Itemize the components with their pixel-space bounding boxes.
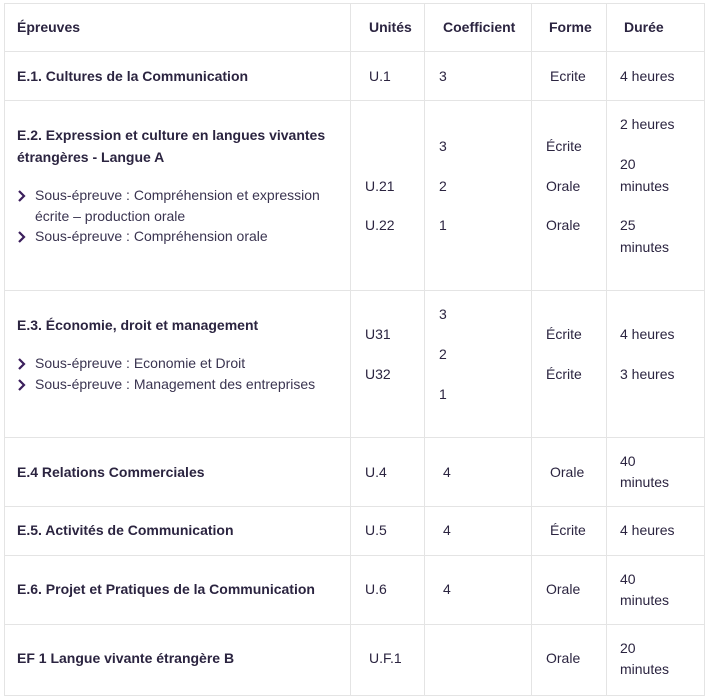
epreuve-ef1: EF 1 Langue vivante étrangère B [17,650,235,666]
coefficient-e2-3: 1 [439,217,447,233]
epreuve-e1: E.1. Cultures de la Communication [17,68,249,84]
sous-epreuve-e2-2: Sous-épreuve : Compréhension orale [35,228,268,244]
duree-e2-2-line1: 20 [620,156,636,172]
duree-e2-1: 2 heures [620,116,675,132]
duree-e2-2-line2: minutes [620,178,670,194]
coefficient-e3-3: 1 [439,386,447,402]
row-divider [5,506,704,507]
column-divider [350,4,351,695]
duree-ef1-line1: 20 [620,640,636,656]
duree-e3-1: 4 heures [620,326,675,342]
duree-e3-2: 3 heures [620,366,675,382]
coefficient-e6: 4 [443,581,451,597]
forme-e1: Ecrite [550,68,586,84]
epreuve-e6: E.6. Projet et Pratiques de la Communication [17,581,315,597]
coefficient-e3-2: 2 [439,346,447,362]
forme-e4: Orale [550,464,585,480]
duree-e4-line2: minutes [620,474,670,490]
unite-e3-1: U31 [365,326,391,342]
epreuve-e2-line1: E.2. Expression et culture en langues vivantes [17,127,326,143]
epreuve-e3: E.3. Économie, droit et management [17,317,259,333]
forme-e5: Écrite [550,522,586,538]
forme-e6: Orale [546,581,581,597]
duree-e1: 4 heures [620,68,675,84]
forme-ef1: Orale [546,650,581,666]
duree-e2-3-line2: minutes [620,239,670,255]
sous-epreuve-e3-2: Sous-épreuve : Management des entreprises [35,376,316,392]
coefficient-e2-1: 3 [439,138,447,154]
row-divider [5,624,704,625]
unite-e4: U.4 [365,464,387,480]
unite-e6: U.6 [365,581,387,597]
forme-e3-1: Écrite [546,326,582,342]
forme-e2-2: Orale [546,178,581,194]
unite-e1: U.1 [369,68,391,84]
duree-e6-line2: minutes [620,592,670,608]
chevron-right-icon [17,378,29,392]
duree-e2-3-line1: 25 [620,217,636,233]
epreuve-e2-line2: étrangères - Langue A [17,149,165,165]
forme-e3-2: Écrite [546,366,582,382]
sous-epreuve-e2-1-line1: Sous-épreuve : Compréhension et expression [35,187,320,203]
epreuve-e5: E.5. Activités de Communication [17,522,234,538]
header-duree: Durée [624,19,664,35]
coefficient-e2-2: 2 [439,178,447,194]
duree-e4-line1: 40 [620,453,636,469]
header-coefficient: Coefficient [443,19,516,35]
duree-e6-line1: 40 [620,571,636,587]
row-divider [5,51,704,52]
epreuve-e4: E.4 Relations Commerciales [17,464,205,480]
duree-e5: 4 heures [620,522,675,538]
forme-e2-3: Orale [546,217,581,233]
column-divider [531,4,532,695]
unite-e2-1: U.21 [365,178,395,194]
coefficient-e4: 4 [443,464,451,480]
chevron-right-icon [17,357,29,371]
column-divider [424,4,425,695]
header-unites: Unités [369,19,412,35]
chevron-right-icon [17,230,29,244]
sous-epreuve-e3-1: Sous-épreuve : Economie et Droit [35,355,246,371]
unite-e2-2: U.22 [365,217,395,233]
duree-ef1-line2: minutes [620,661,670,677]
row-divider [5,290,704,291]
row-divider [5,100,704,101]
row-divider [5,555,704,556]
chevron-right-icon [17,189,29,203]
forme-e2-1: Écrite [546,138,582,154]
unite-e3-2: U32 [365,366,391,382]
coefficient-e5: 4 [443,522,451,538]
sous-epreuve-e2-1-line2: écrite – production orale [35,208,186,224]
column-divider [606,4,607,695]
coefficient-e1: 3 [439,68,447,84]
coefficient-e3-1: 3 [439,306,447,322]
header-forme: Forme [549,19,592,35]
unite-e5: U.5 [365,522,387,538]
row-divider [5,437,704,438]
unite-ef1: U.F.1 [369,650,402,666]
header-epreuves: Épreuves [17,19,81,35]
